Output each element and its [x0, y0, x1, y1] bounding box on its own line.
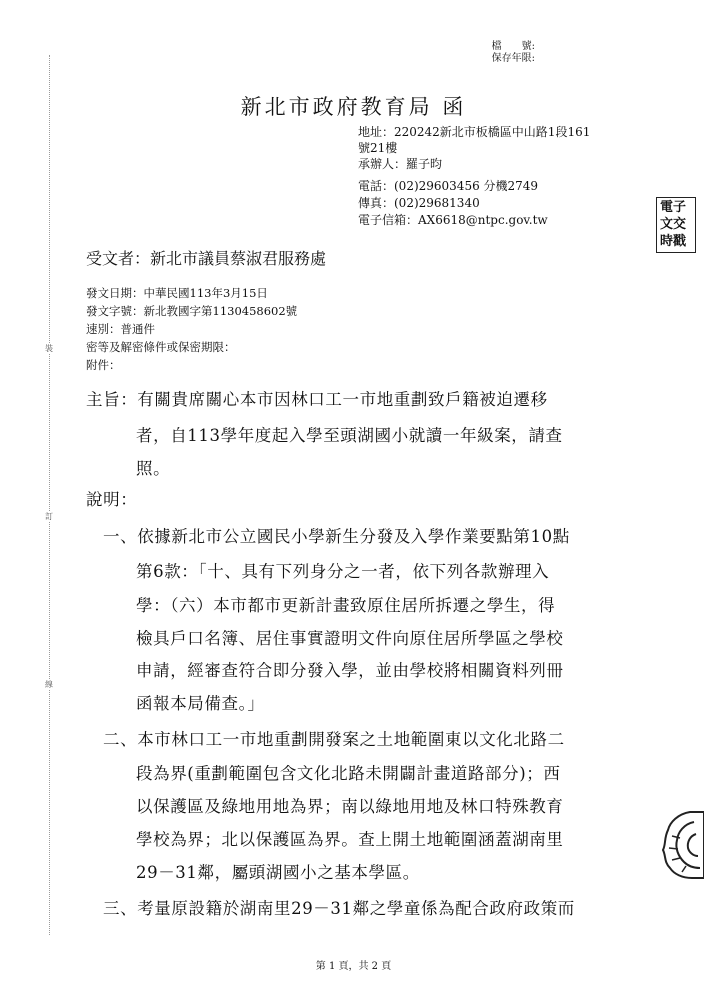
explanation-line: 函報本局備查。」	[136, 694, 265, 713]
phone-line: 電話：(02)29603456 分機2749	[358, 179, 539, 193]
address-line: 號21樓	[358, 141, 398, 155]
explanation-line: 三、考量原設籍於湖南里29－31鄰之學童係為配合政府政策而	[103, 899, 575, 918]
recipient-line: 受文者：新北市議員蔡淑君服務處	[86, 249, 327, 268]
fax-line: 傳真：(02)29681340	[358, 196, 480, 210]
stamp-text: 時戳	[660, 234, 687, 249]
explanation-line: 以保護區及綠地用地為界；南以綠地用地及林口特殊教育	[136, 797, 564, 816]
confidentiality-line: 密等及解密條件或保密期限：	[86, 340, 236, 354]
explanation-line: 段為界(重劃範圍包含文化北路未開闢計畫道路部分)；西	[136, 764, 561, 783]
explanation-line: 二、本市林口工一市地重劃開發案之土地範圍東以文化北路二	[103, 730, 565, 749]
explanation-line: 29－31鄰，屬頭湖國小之基本學區。	[136, 863, 420, 882]
binding-mark: 訂	[45, 512, 53, 521]
seal-icon	[660, 808, 704, 882]
explanation-line: 檢具戶口名簿、居住事實證明文件向原住居所學區之學校	[136, 629, 564, 648]
binding-dotted-line	[49, 55, 50, 935]
file-number-label: 檔 號:	[491, 41, 535, 52]
address-line: 地址：220242新北市板橋區中山路1段161	[358, 125, 591, 139]
subject-line: 主旨：有關貴席關心本市因林口工一市地重劃致戶籍被迫遷移	[86, 390, 548, 409]
binding-mark: 線	[45, 680, 53, 689]
explanation-line: 一、依據新北市公立國民小學新生分發及入學作業要點第10點	[103, 527, 570, 546]
retention-label: 保存年限:	[491, 53, 535, 64]
explanation-heading: 說明：	[86, 490, 138, 509]
issue-date: 發文日期：中華民國113年3月15日	[86, 286, 268, 300]
explanation-line: 第6款：「十、具有下列身分之一者，依下列各款辦理入	[136, 562, 550, 581]
page-number: 第 1 頁，共 2 頁	[315, 961, 392, 972]
explanation-line: 學校為界；北以保護區為界。查上開土地範圍涵蓋湖南里	[136, 830, 564, 849]
explanation-line: 學：（六）本市都市更新計畫致原住居所拆遷之學生，得	[136, 596, 556, 615]
binding-mark: 裝	[45, 344, 53, 353]
speed-category: 速別：普通件	[86, 322, 155, 336]
subject-line: 照。	[136, 459, 171, 478]
e-document-stamp	[656, 197, 696, 253]
email-line: 電子信箱：AX6618@ntpc.gov.tw	[358, 213, 548, 227]
subject-line: 者，自113學年度起入學至頭湖國小就讀一年級案，請查	[136, 426, 563, 445]
document-number: 發文字號：新北教國字第1130458602號	[86, 304, 298, 318]
document-title: 新北市政府教育局 函	[240, 95, 467, 119]
attachment-line: 附件：	[86, 358, 121, 372]
officer-line: 承辦人：羅子昀	[358, 157, 443, 171]
stamp-text: 電子	[660, 200, 687, 215]
explanation-line: 申請，經審查符合即分發入學，並由學校將相關資料列冊	[136, 661, 564, 680]
stamp-text: 文交	[660, 217, 687, 232]
